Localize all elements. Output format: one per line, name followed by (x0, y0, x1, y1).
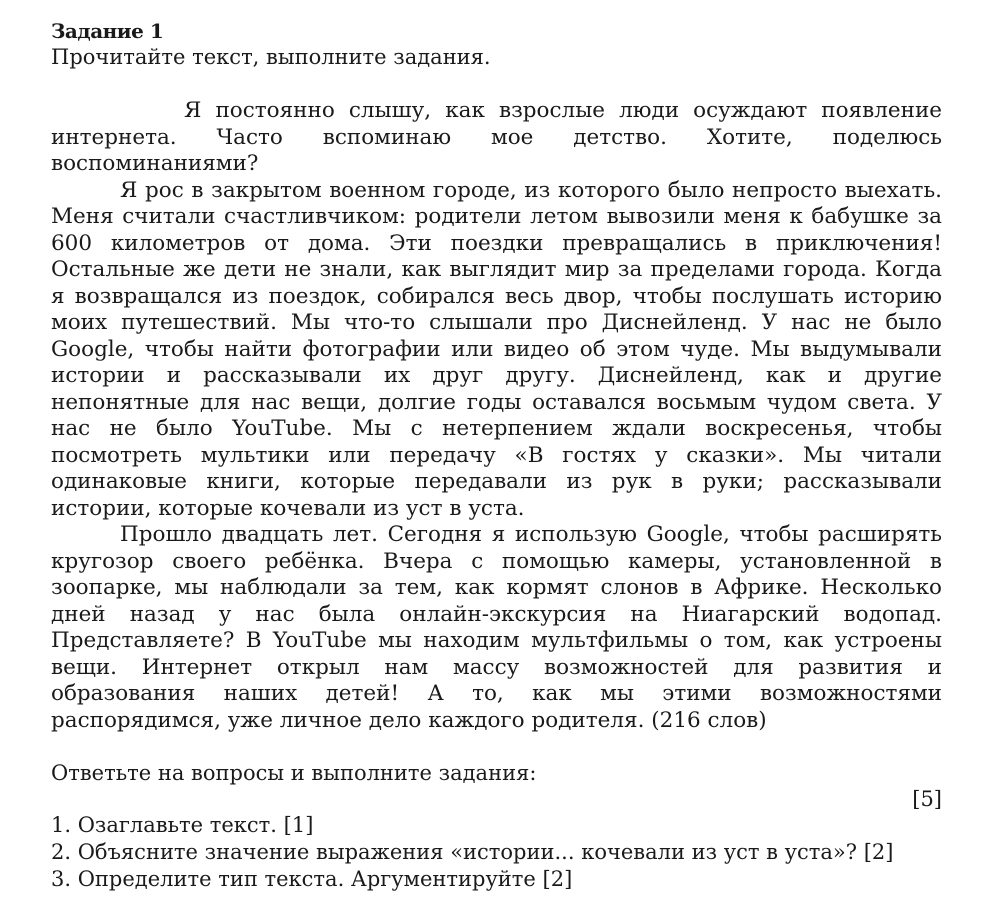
task-instruction: Прочитайте текст, выполните задания. (51, 45, 491, 69)
document-page (51, 18, 942, 893)
total-score: [5] (912, 787, 942, 811)
text-paragraph-2: Я рос в закрытом военном городе, из которого было непросто выехать. Меня считали счастливчиком: родители летом вывозили меня к бабушке за 600 километров от дома. Эти поездки превращались в приключения! Остальные же дети не знали, как выглядит мир за пределами города. Когда я возвращался из поездок, собирался весь двор, чтобы послушать историю моих путешествий. Мы что-то слышали про Диснейленд. У нас не было Google, чтобы найти фотографии или видео об этом чуде. Мы выдумывали истории и рассказывали их друг другу. Диснейленд, как и другие непонятные для нас вещи, долгие годы оставался восьмым чудом света. У нас не было YouTube. Мы с нетерпением ждали воскресенья, чтобы посмотреть мультики или передачу «В гостях у сказки». Мы читали одинаковые книги, которые передавали из рук в руки; рассказывали истории, которые кочевали из уст в уста. (51, 177, 942, 521)
reading-text (51, 98, 942, 734)
question-list (51, 812, 942, 893)
question-item-2: 2. Объясните значение выражения «истории... кочевали из уст в уста»? [2] (51, 840, 894, 864)
text-paragraph-3: Прошло двадцать лет. Сегодня я использую Google, чтобы расширять кругозор своего ребёнка. Вчера с помощью камеры, установленной в зоопарке, мы наблюдали за тем, как кормят слонов в Африке. Несколько дней назад у нас была онлайн-экскурсия на Ниагарский водопад. Представляете? В YouTube мы находим мультфильмы о том, как устроены вещи. Интернет открыл нам массу возможностей для развития и образования наших детей! А то, как мы этими возможностями распорядимся, уже личное дело каждого родителя. (216 слов) (51, 522, 942, 733)
task-title: Задание 1 (51, 19, 164, 43)
questions-title: Ответьте на вопросы и выполните задания: (51, 761, 537, 785)
question-item-1: 1. Озаглавьте текст. [1] (51, 813, 314, 837)
question-item-3: 3. Определите тип текста. Аргументируйте [2] (51, 867, 573, 891)
text-paragraph-1: Я постоянно слышу, как взрослые люди осуждают появление интернета. Часто вспоминаю мое детство. Хотите, поделюсь воспоминаниями? (51, 98, 942, 176)
